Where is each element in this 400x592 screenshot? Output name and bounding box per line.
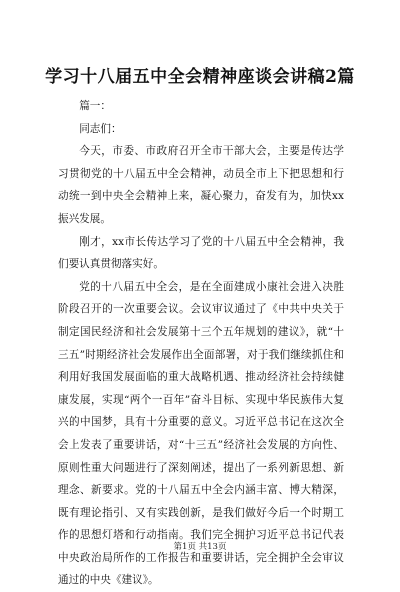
paragraph: 党的十八届五中全会，是在全面建成小康社会进入决胜阶段召开的一次重要会议。会议审议通过了《中共中央关于制定国民经济和社会发展第十三个五年规划的建议》，就“十三五”时期经济社会发展作出全面部署，对于我们继续抓住和利用好我国发展面临的重大战略机遇、推动经济社会持续健康发展，实现“两个一百年”奋斗目标、实现中华民族伟大复兴的中国梦，具有十分重要的意义。习近平总书记在这次全会上发表了重要讲话，对“十三五”经济社会发展的方向性、原则性重大问题进行了深刻阐述，提出了一系列新思想、新理念、新要求。党的十八届五中全会内涵丰富、博大精深，既有理论指引、又有实践创新，是我们做好今后一个时期工作的思想灯塔和行动指南。我们完全拥护习近平总书记代表中央政治局所作的工作报告和重要讲话，完全拥护全会审议通过的中央《建议》。 xyxy=(58,280,344,587)
paragraph: 刚才，xx市长传达学习了党的十八届五中全会精神，我们要认真贯彻落实好。 xyxy=(58,235,344,271)
section-heading: 篇一： xyxy=(79,100,111,112)
paragraph: 今天，市委、市政府召开全市干部大会，主要是传达学习贯彻党的十八届五中全会精神，动员全市上下把思想和行动统一到中央全会精神上来，凝心聚力，奋发有为，加快xx振兴发展。 xyxy=(58,145,344,225)
document-body xyxy=(58,95,344,592)
salutation: 同志们： xyxy=(79,122,122,135)
page-footer: 第1页 共13页 xyxy=(173,542,227,552)
document-title: 学习十八届五中全会精神座谈会讲稿2篇 xyxy=(45,67,355,87)
